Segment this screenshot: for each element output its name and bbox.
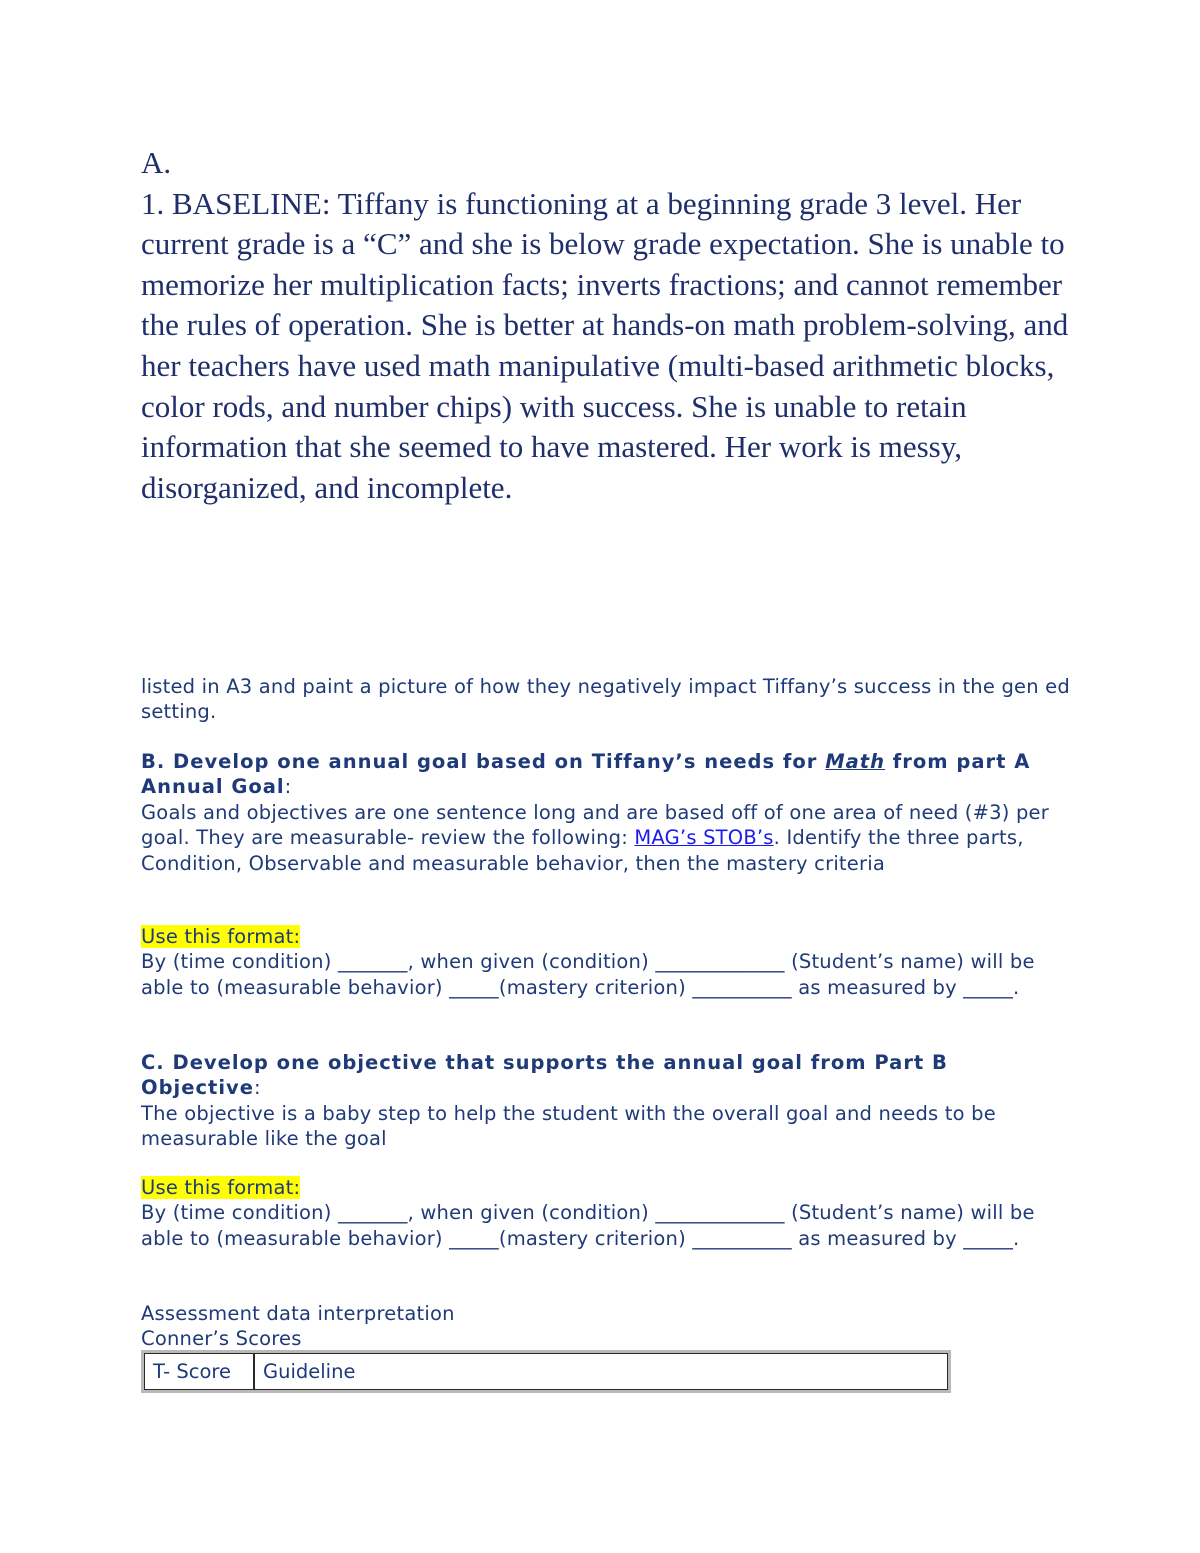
section-c xyxy=(141,1050,1071,1152)
assessment-title: Assessment data interpretation xyxy=(141,1302,455,1325)
section-c-heading: C. Develop one objective that supports the annual goal from Part B xyxy=(141,1051,948,1074)
annual-goal-label: Annual Goal xyxy=(141,775,285,799)
section-b-format-label: Use this format: xyxy=(141,925,301,948)
baseline-text: 1. BASELINE: Tiffany is functioning at a beginning grade 3 level. Her current grade is a “C” and she is below grade expectation. She is unable to memorize her multiplication facts; inverts fractions; and cannot remember the rules of operation. She is better at hands-on math problem-solving, and her teachers have used math manipulative (multi-based arithmetic blocks, color rods, and number chips) with success. She is unable to retain information that she seemed to have mastered. Her work is messy, disorganized, and incomplete. xyxy=(141,185,1069,505)
conners-scores-title: Conner’s Scores xyxy=(141,1327,302,1351)
section-c-format-label: Use this format: xyxy=(141,1176,301,1199)
objective-label: Objective xyxy=(141,1076,254,1100)
section-b xyxy=(141,749,1071,876)
intro-text: listed in A3 and paint a picture of how they negatively impact Tiffany’s success in the gen ed setting. xyxy=(141,675,1070,724)
section-b-heading xyxy=(141,750,1030,773)
section-b-heading-suffix: from part A xyxy=(884,750,1031,773)
conners-scores-table xyxy=(141,1350,951,1393)
guideline-header: Guideline xyxy=(254,1353,948,1390)
table-row xyxy=(144,1353,948,1390)
section-c-format-text: By (time condition) _______, when given (condition) _____________ (Student’s name) will be able to (measurable behavior) _____(mastery criterion) __________ as measured by _____. xyxy=(141,1201,1035,1250)
section-b-heading-prefix: B. Develop one annual goal based on Tiffany’s needs for xyxy=(141,750,826,773)
objective-colon: : xyxy=(253,1076,261,1100)
mags-stobs-link[interactable]: MAG’s STOB’s xyxy=(634,826,774,850)
section-b-instructions-post: . Identify the three parts, Condition, Observable and measurable behavior, then the mastery criteria xyxy=(141,826,1024,875)
section-a-label: A. xyxy=(141,145,172,180)
t-score-header: T- Score xyxy=(144,1353,254,1390)
section-b-heading-emphasis: Math xyxy=(825,750,885,773)
section-c-instructions: The objective is a baby step to help the student with the overall goal and needs to be measurable like the goal xyxy=(141,1101,996,1151)
annual-goal-colon: : xyxy=(284,775,292,799)
assessment-heading xyxy=(141,1301,1071,1352)
section-b-format-text: By (time condition) _______, when given (condition) _____________ (Student’s name) will be able to (measurable behavior) _____(mastery criterion) __________ as measured by _____. xyxy=(141,950,1035,999)
section-c-format xyxy=(141,1175,1071,1251)
section-b-format xyxy=(141,924,1071,1000)
baseline-section xyxy=(141,143,1071,508)
section-b-instructions-pre: Goals and objectives are one sentence long and are based off of one area of need (#3) per goal. They are measurable- review the following: xyxy=(141,800,1049,850)
